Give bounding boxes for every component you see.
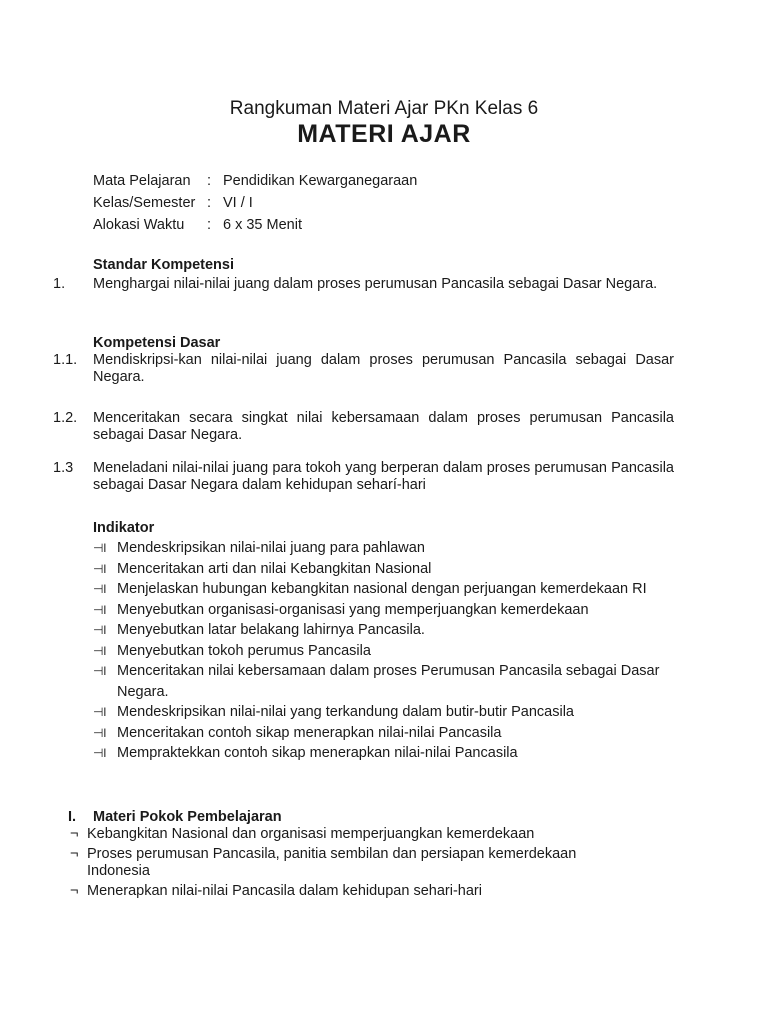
bullet-icon: ¬ (70, 883, 79, 899)
list-item (93, 620, 683, 641)
list-item-text: Menyebutkan tokoh perumus Pancasila (117, 642, 371, 659)
info-row-time (93, 214, 417, 236)
list-item-text: Mendeskripsikan nilai-nilai yang terkandung dalam butir-butir Pancasila (117, 704, 574, 720)
standar-kompetensi-item (53, 276, 674, 293)
list-item (70, 883, 630, 900)
list-item-text: Menceritakan nilai kebersamaan dalam proses Perumusan Pancasila sebagai Dasar Negara. (117, 663, 660, 700)
list-item-text: Menyebutkan latar belakang lahirnya Pancasila. (117, 622, 425, 638)
item-number: 1.3 (53, 460, 74, 476)
list-item (93, 579, 683, 600)
indikator-list (93, 538, 683, 764)
info-row-class (93, 192, 417, 214)
kompetensi-dasar-item (53, 410, 674, 444)
list-item-text: Menceritakan arti dan nilai Kebangkitan Nasional (117, 560, 432, 577)
bullet-icon: ⊣l (93, 602, 107, 617)
info-value: VI / I (223, 195, 253, 211)
list-item-text: Menjelaskan hubungan kebangkitan nasional dengan perjuangan kemerdekaan RI (117, 581, 647, 597)
item-number: 1.2. (53, 410, 78, 426)
item-number: 1. (53, 276, 66, 292)
kompetensi-dasar-heading: Kompetensi Dasar (93, 335, 221, 351)
list-item-text: Kebangkitan Nasional dan organisasi memperjuangkan kemerdekaan (87, 826, 535, 842)
list-item-text: Mempraktekkan contoh sikap menerapkan nilai-nilai Pancasila (117, 745, 518, 761)
list-item-text: Mendeskripsikan nilai-nilai juang para pahlawan (117, 540, 425, 556)
item-number: 1.1. (53, 352, 78, 368)
list-item (70, 826, 630, 843)
list-item (93, 661, 683, 702)
item-text: Meneladani nilai-nilai juang para tokoh yang berperan dalam proses perumusan Pancasila sebagai Dasar Negara dalam kehidupan seharí-hari (93, 460, 674, 493)
bullet-icon: ⊣l (93, 582, 107, 596)
bullet-icon: ⊣l (93, 746, 107, 760)
bullet-icon: ⊣l (93, 664, 107, 678)
bullet-icon: ⊣l (93, 541, 107, 555)
info-label: Kelas/Semester (93, 195, 196, 211)
info-separator: : (207, 217, 212, 233)
list-item (93, 743, 683, 764)
info-separator: : (207, 195, 212, 211)
bullet-icon: ⊣l (93, 561, 107, 576)
bullet-icon: ⊣l (93, 623, 107, 637)
materi-pokok-list (70, 826, 630, 903)
standar-kompetensi-heading: Standar Kompetensi (93, 257, 234, 273)
info-label: Mata Pelajaran (93, 173, 191, 189)
list-item (93, 702, 683, 723)
list-item-text: Proses perumusan Pancasila, panitia sembilan dan persiapan kemerdekaan Indonesia (87, 846, 577, 879)
section-numeral: I. (68, 809, 77, 825)
list-item (93, 723, 683, 744)
item-text: Menceritakan secara singkat nilai kebersamaan dalam proses perumusan Pancasila sebagai Dasar Negara. (93, 410, 674, 443)
bullet-icon: ¬ (70, 846, 79, 862)
list-item (93, 538, 683, 559)
bullet-icon: ¬ (70, 826, 79, 842)
materi-pokok-heading (68, 809, 282, 825)
bullet-icon: ⊣l (93, 725, 107, 740)
bullet-icon: ⊣l (93, 705, 107, 719)
info-label: Alokasi Waktu (93, 217, 185, 233)
info-value: Pendidikan Kewarganegaraan (223, 173, 418, 189)
list-item (70, 846, 630, 880)
bullet-icon: ⊣l (93, 643, 107, 658)
list-item-text: Menyebutkan organisasi-organisasi yang memperjuangkan kemerdekaan (117, 601, 589, 618)
document-title: MATERI AJAR (297, 120, 471, 148)
kompetensi-dasar-item (53, 352, 674, 386)
info-separator: : (207, 173, 212, 189)
info-value: 6 x 35 Menit (223, 217, 302, 233)
list-item (93, 559, 683, 580)
list-item-text: Menceritakan contoh sikap menerapkan nilai-nilai Pancasila (117, 724, 502, 741)
item-text: Mendiskripsi-kan nilai-nilai juang dalam proses perumusan Pancasila sebagai Dasar Negara. (93, 352, 674, 385)
indikator-heading: Indikator (93, 520, 155, 536)
list-item (93, 641, 683, 662)
list-item (93, 600, 683, 621)
list-item-text: Menerapkan nilai-nilai Pancasila dalam kehidupan sehari-hari (87, 883, 482, 899)
section-title: Materi Pokok Pembelajaran (93, 809, 282, 825)
document-subtitle: Rangkuman Materi Ajar PKn Kelas 6 (229, 98, 539, 119)
info-row-subject (93, 170, 417, 192)
course-info (93, 170, 417, 236)
item-text: Menghargai nilai-nilai juang dalam proses perumusan Pancasila sebagai Dasar Negara. (93, 276, 658, 292)
kompetensi-dasar-item (53, 460, 674, 494)
